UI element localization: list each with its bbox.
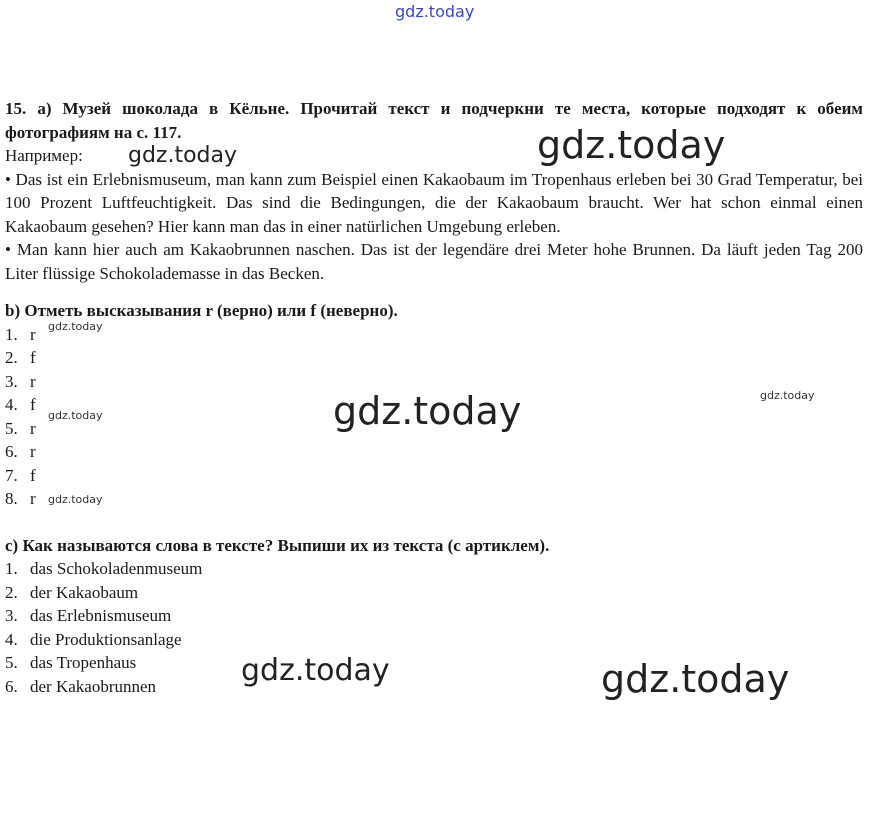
watermark-small: gdz.today xyxy=(48,493,103,506)
word-number: 4. xyxy=(5,629,18,649)
answer-value: r xyxy=(30,418,36,438)
word-item xyxy=(5,675,863,699)
word-value: die Produktionsanlage xyxy=(30,629,182,649)
example-label: Например: xyxy=(5,146,83,165)
word-list xyxy=(5,557,863,701)
answer-value: r xyxy=(30,371,36,391)
watermark-medium: gdz.today xyxy=(128,143,238,168)
word-number: 2. xyxy=(5,582,18,602)
answer-value: f xyxy=(30,465,36,485)
watermark-large: gdz.today xyxy=(241,653,390,688)
answer-number: 1. xyxy=(5,324,18,344)
answer-number: 7. xyxy=(5,465,18,485)
answer-item xyxy=(5,464,863,488)
answer-value: r xyxy=(30,489,36,508)
word-value: der Kakaobrunnen xyxy=(30,676,157,696)
word-number: 6. xyxy=(5,676,18,696)
word-item xyxy=(5,628,863,652)
answer-value: r xyxy=(30,442,36,461)
word-item xyxy=(5,604,863,628)
word-number: 5. xyxy=(5,653,18,672)
answer-value: f xyxy=(30,348,36,367)
word-item xyxy=(5,557,863,581)
answer-number: 3. xyxy=(5,371,18,391)
answer-value: r xyxy=(30,324,36,344)
answer-value: f xyxy=(30,395,36,414)
watermark-large: gdz.today xyxy=(333,389,522,433)
answer-item xyxy=(5,440,863,464)
text-paragraph: • Man kann hier auch am Kakaobrunnen naschen. Das ist der legendäre drei Meter hohe Brunnen. Da läuft jeden Tag 200 Liter flüssige Schokolademasse in das Becken. xyxy=(5,240,863,283)
word-value: der Kakaobaum xyxy=(30,582,139,602)
answer-item xyxy=(5,417,863,441)
watermark-top: gdz.today xyxy=(395,2,475,21)
answer-number: 6. xyxy=(5,442,18,461)
answer-list xyxy=(5,320,863,511)
answer-number: 5. xyxy=(5,418,18,438)
answer-item xyxy=(5,320,863,347)
watermark-large: gdz.today xyxy=(601,657,790,701)
answer-item xyxy=(5,370,863,394)
part-c-heading: c) Как называются слова в тексте? Выпиши их из текста (с артиклем). xyxy=(5,535,550,555)
part-b-heading: b) Отметь высказывания r (верно) или f (неверно). xyxy=(5,301,398,320)
word-number: 3. xyxy=(5,606,18,625)
answer-number: 4. xyxy=(5,395,18,414)
watermark-small: gdz.today xyxy=(48,320,103,333)
answer-item xyxy=(5,487,863,511)
watermark-small: gdz.today xyxy=(48,409,103,422)
watermark-small: gdz.today xyxy=(760,389,815,402)
answer-number: 8. xyxy=(5,489,18,508)
text-paragraph: • Das ist ein Erlebnismuseum, man kann zum Beispiel einen Kakaobaum im Tropenhaus erleben bei 30 Grad Temperatur, bei 100 Prozent Luftfeuchtigkeit. Das sind die Bedingungen, die der Kakaobaum braucht. Wer hat schon einmal einen Kakaobaum gesehen? Hier kann man das in einer natürlichen Umgebung erleben. xyxy=(5,169,863,236)
word-value: das Tropenhaus xyxy=(30,653,137,672)
task-heading: 15. a) Музей шоколада в Кёльне. Прочитай текст и подчеркни те места, которые подходят к обеим фотографиям на с. 117. xyxy=(5,99,863,142)
word-item xyxy=(5,651,863,675)
word-value: das Schokoladenmuseum xyxy=(30,559,203,578)
word-number: 1. xyxy=(5,559,18,578)
document-body xyxy=(5,97,863,701)
answer-item xyxy=(5,346,863,370)
word-item xyxy=(5,581,863,605)
answer-number: 2. xyxy=(5,348,18,367)
answer-item xyxy=(5,393,863,417)
watermark-large: gdz.today xyxy=(537,123,726,167)
word-value: das Erlebnismuseum xyxy=(30,606,172,625)
